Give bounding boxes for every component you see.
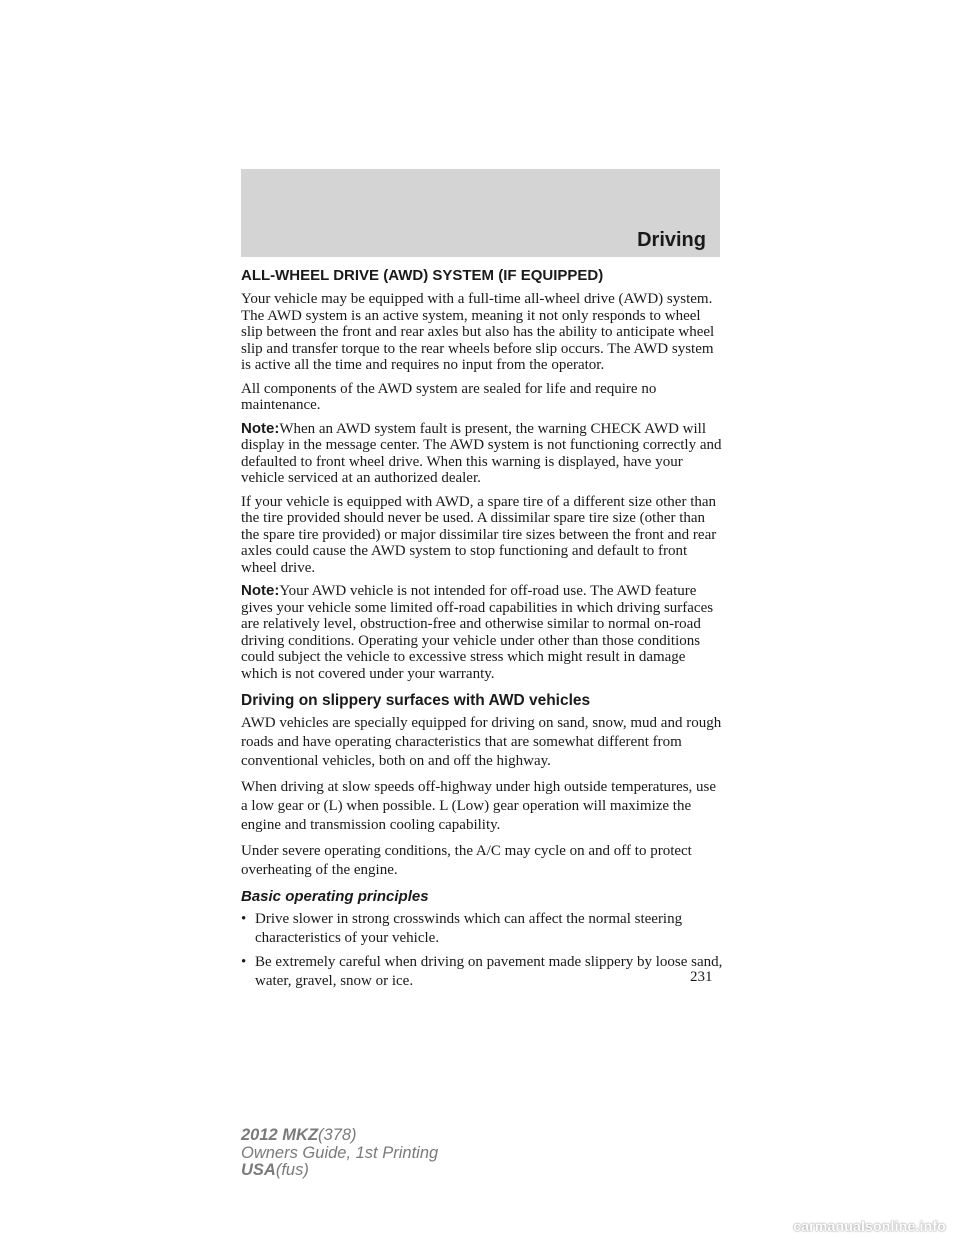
subheading-basic-principles: Basic operating principles	[241, 888, 429, 905]
paragraph-low-gear: When driving at slow speeds off-highway under high outside temperatures, use a low gear or (L) when possible. L (Low) gear operation will maximize the engine and transmission cooling capability.	[241, 779, 717, 833]
bullet-icon: •	[241, 911, 247, 927]
footer-market-code: (fus)	[275, 1161, 309, 1179]
section-title: Driving	[637, 229, 706, 251]
footer-line-market	[241, 1162, 438, 1180]
list-item-text: Be extremely careful when driving on pavement made slippery by loose sand, water, gravel, snow or ice.	[255, 954, 723, 989]
footer-line-model	[241, 1127, 438, 1145]
footer-model: 2012 MKZ	[241, 1126, 319, 1144]
paragraph-ac-cycle: Under severe operating conditions, the A/C may cycle on and off to protect overheating of the engine.	[241, 843, 692, 878]
paragraph-awd-intro: Your vehicle may be equipped with a full-time all-wheel drive (AWD) system. The AWD system is an active system, meaning it not only responds to wheel slip between the front and rear axles but also has the ability to anticipate wheel slip and transfer torque to the rear wheels before slip occurs. The AWD system is active all the time and requires no input from the operator.	[241, 291, 715, 373]
section-heading: ALL-WHEEL DRIVE (AWD) SYSTEM (IF EQUIPPED)	[241, 267, 604, 284]
subheading-slippery-surfaces: Driving on slippery surfaces with AWD vehicles	[241, 692, 591, 709]
paragraph-awd-equipped: AWD vehicles are specially equipped for driving on sand, snow, mud and rough roads and have operating characteristics that are somewhat different from conventional vehicles, both on and off the highway.	[241, 715, 722, 769]
note-text: When an AWD system fault is present, the warning CHECK AWD will display in the message center. The AWD system is not functioning correctly and defaulted to front wheel drive. When this warning is displayed, have your vehicle serviced at an authorized dealer.	[241, 420, 722, 486]
bullet-icon: •	[241, 954, 247, 970]
note-label: Note:	[241, 582, 280, 599]
page-number: 231	[690, 969, 713, 985]
list-item-text: Drive slower in strong crosswinds which can affect the normal steering characteristics of your vehicle.	[255, 911, 683, 946]
footer-line-printing: Owners Guide, 1st Printing	[241, 1143, 439, 1162]
paragraph-spare-tire: If your vehicle is equipped with AWD, a spare tire of a different size other than the tire provided should never be used. A dissimilar spare tire size (other than the spare tire provided) or major dissimilar tire sizes between the front and rear axles could cause the AWD system to stop functioning and default to front wheel drive.	[241, 493, 717, 576]
list-item	[241, 953, 723, 991]
note-off-road	[241, 583, 723, 682]
note-text: Your AWD vehicle is not intended for off-road use. The AWD feature gives your vehicle some limited off-road capabilities in which driving surfaces are relatively level, obstruction-free and otherwise similar to normal on-road driving conditions. Operating your vehicle under other than those conditions could subject the vehicle to excessive stress which might result in damage which is not covered under your warranty.	[241, 583, 714, 682]
note-label: Note:	[241, 419, 280, 437]
footer-market: USA	[241, 1161, 276, 1179]
paragraph-awd-maintenance: All components of the AWD system are sealed for life and require no maintenance.	[241, 380, 657, 413]
note-awd-fault	[241, 421, 723, 487]
list-item	[241, 910, 723, 948]
page-content	[241, 266, 723, 996]
footer-model-code: (378)	[318, 1126, 357, 1144]
section-header-band	[241, 169, 720, 257]
principles-list	[241, 910, 723, 991]
watermark-link[interactable]: carmanualsonline.info	[793, 1218, 946, 1234]
print-footer	[241, 1127, 438, 1180]
